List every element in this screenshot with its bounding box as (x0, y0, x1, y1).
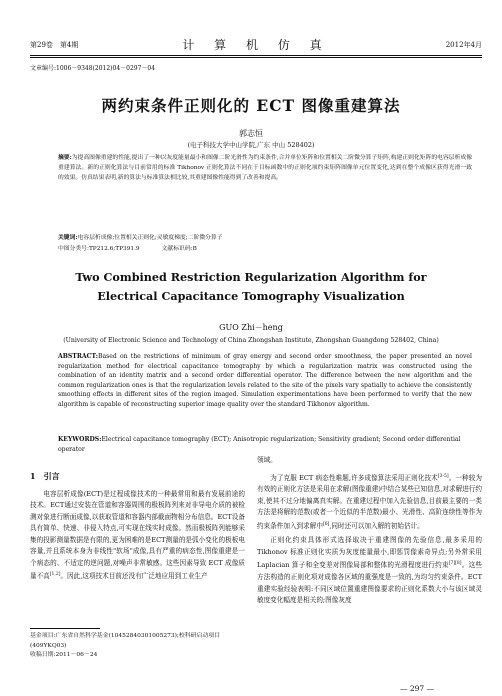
header-rule-second (30, 57, 482, 58)
fund-info: 基金项目:广东省自然科学基金(10452840301005273);校科研启动项目(409YKQ03) (30, 633, 221, 649)
para-text: 为了克服 ECT 病态性难题,许多成像算法采用正则化技术 (270, 473, 438, 482)
intro-text-end: 。因此,这项技术目前还没有广泛地应用到工业生产 (60, 572, 208, 581)
abstract-chinese (58, 154, 472, 183)
para-text: 。一种较为有效的正则化方法是采用在求解(图像重建)中结合某些已知信息,对求解进行约束,使其不过分地偏离真实解。在重建过程中加入先验信息,目前最主要的一类方法是将解的范数(或者一个近似的半范数)最小、光滑性、高阶连续性等作为约束条件加入到求解中 (257, 473, 483, 530)
title-en-line2: Electrical Capacitance Tomography Visualization (97, 289, 405, 303)
paragraph-constraints (257, 535, 482, 606)
intro-text: 电容层析成像(ECT)是过程成像技术的一种最常用和最有发展前途的技术。ECT通过安装在管道和容器周围的极板阵列来对非导电介质的被检测对象进行断面成像,以获取管道和容器内部截面物相分布信息。ECT设备具有简单、快速、非侵入特点,可实现在线实时成像。然而极板阵列能够采集的投影测量数据是有限的,更为困难的是ECT测量的是弧小变化的极板电容量,并且系统本身为非线性"软场"成像,具有严重的病态性,图像重建是一个病态的、不适定的逆问题,对噪声非常敏感。这些因素导致 ECT 成像质量不高 (30, 489, 245, 581)
header-rule (30, 55, 482, 56)
title-english (0, 268, 502, 306)
keywords-en-label: KEYWORDS: (58, 436, 102, 443)
para-text: 正则化约束具体形式选择取决于重建图像的先验信息,最多采用的 Tikhonov 标准正则化实质为灰度能量最小,即惩罚像素奇异点;另外常采用 Laplacian 算子和全变差对图像局部和整体的光滑程度进行约束 (257, 536, 482, 570)
title-chinese: 两约束条件正则化的 ECT 图像重建算法 (101, 96, 401, 115)
journal-name: 计 算 机 仿 真 (182, 38, 330, 52)
abstract-cn-text: 为提高图像重建的性能,提出了一种以灰度能量最小和图像二阶光滑性为约束条件,合并单位矩阵和位置相关二阶微分算子矩阵,构建正则化矩阵的电容层析成像重建算法。新的正则化算法与目前常用的标准 Tikhonov 正则化算法不同在于目标函数中的正则化项约束矩阵图像单元位置变化,达到在整个成像区获得光滑一致的效果。仿真结果表明,新的算法与标准算法相比较,其重建图像性能得到了改善和提高。 (58, 155, 472, 181)
page-number: — 297 — (400, 684, 435, 693)
abstract-en-text: Based on the restrictions of minimum of gray energy and second order smoothness, the paper presented an novel regularization method for electrical capacitance tomography by which a regularization matrix was constructed using the combination of an identity matrix and a second order differential operator. The difference between the new algorithm and the common regularization ones is that the regularization levels related to the site of the pixels vary spatially to achieve the consistently smoothing effects in different sites of the region imaged. Simulation experimentations have been performed to verify that the new algorithm is capable of reconstructing superior image quality over the standard Tikhonov algorithm. (58, 353, 472, 408)
section-heading-intro: 1 引言 (30, 471, 60, 481)
received-date: 收稿日期:2011－06－24 (30, 652, 98, 659)
abstract-english (58, 352, 472, 410)
volume-issue: 第29卷 第4期 (30, 41, 79, 49)
keywords-chinese (58, 232, 223, 241)
paragraph-regularization (257, 471, 482, 533)
right-column (257, 455, 482, 607)
author-chinese: 郭志恒 (239, 129, 263, 138)
issue-date: 2012年4月 (445, 41, 482, 49)
citation: [1,2] (49, 572, 61, 577)
clc-number: 中图分类号:TP212.6;TP391.9 (58, 246, 140, 252)
affiliation-english: (University of Electronic Science and Technology of China Zhongshan Institute, Zhongshan Guangdong 528402, China) (63, 337, 439, 344)
footnote-rule (30, 628, 100, 629)
citation: [6] (322, 521, 330, 527)
intro-paragraph (30, 489, 245, 583)
article-number: 文章编号:1006－9348(2012)04－0297－04 (30, 65, 156, 72)
continued-text: 领域。 (257, 456, 277, 464)
para-text: ,同时还可以加入解的初始估计。 (329, 521, 424, 530)
doc-code: 文献标识码:B (161, 246, 197, 252)
classification-chinese (58, 243, 219, 252)
abstract-en-label: ABSTRACT: (58, 353, 99, 360)
affiliation-chinese: (电子科技大学中山学院,广东 中山 528402) (187, 141, 315, 149)
citation: [7][8] (448, 561, 462, 567)
keywords-cn-text: 电容层析成像;位置相关正则化;灵敏度梯度;二阶微分算子 (77, 235, 223, 241)
footnote (30, 632, 245, 661)
keywords-cn-label: 关键词: (58, 235, 78, 241)
keywords-english (58, 435, 472, 454)
left-column (30, 455, 245, 583)
keywords-en-text: Electrical capacitance tomography (ECT); Anisotropic regularization; Sensitivity gradient; Second order differential operator (58, 436, 461, 453)
author-english: GUO Zhi－heng (219, 323, 283, 332)
citation: [3-5] (437, 473, 449, 479)
running-header (30, 38, 482, 50)
title-en-line1: Two Combined Restriction Regularization Algorithm for (75, 270, 427, 284)
para-text: 。这些方法构造的正则化项对成像各区域的重强度是一致的,为均匀约束条件。ECT 重建实验经验表明:不同区域位置重建图像要求的正则化系数大小与该区域灵敏度变化幅度是相关的;图像灰度 (257, 561, 482, 605)
abstract-cn-label: 摘要: (58, 155, 72, 161)
